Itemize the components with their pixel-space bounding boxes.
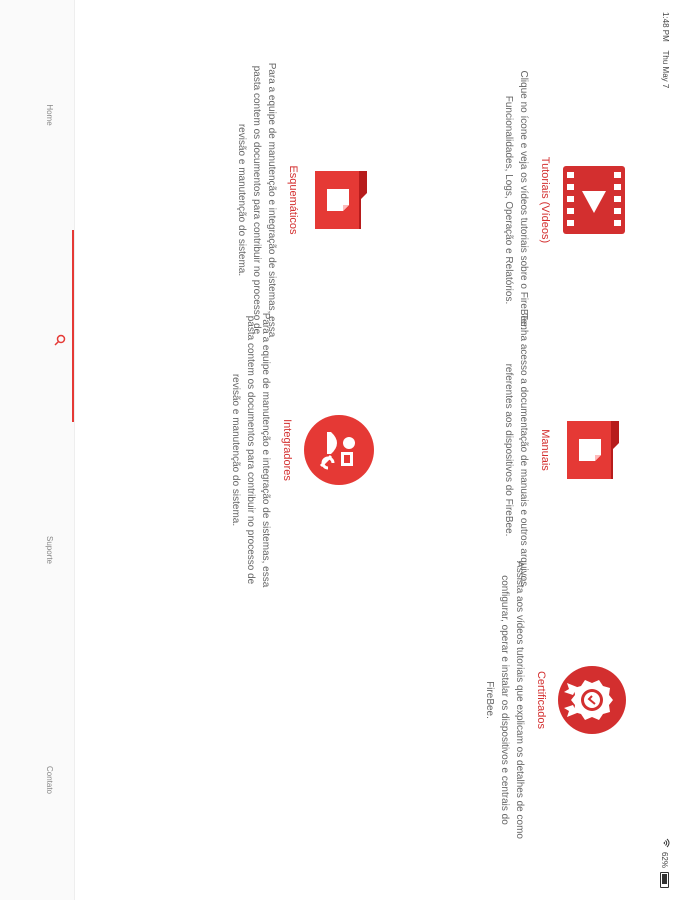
card-description: Tenha acesso a documentação de manuais e outros arquivos referentes aos dispositivos do FireBee.: [503, 313, 529, 587]
card-title: Manuais: [539, 429, 551, 471]
status-left: [661, 12, 670, 88]
certificate-icon[interactable]: [557, 665, 627, 735]
card-title: Esquemáticos: [287, 165, 299, 235]
integration-icon[interactable]: [303, 414, 375, 486]
folder-icon[interactable]: [309, 167, 375, 233]
search-icon[interactable]: [54, 334, 66, 346]
tab-home-label: Home: [45, 104, 54, 126]
battery-percent: 62%: [660, 851, 670, 868]
status-right: [660, 838, 670, 888]
card-manuais[interactable]: [501, 310, 627, 590]
tab-search[interactable]: [52, 290, 66, 390]
card-title: Integradores: [281, 419, 293, 481]
card-esquematicos[interactable]: [234, 60, 375, 340]
card-description: Para a equipe de manutenção e integração de sistemas, essa pasta contem os documentos para contribuir no processo de revisão e manutenção do sistema.: [230, 312, 271, 588]
card-tutoriais[interactable]: [501, 60, 627, 340]
card-title: Certificados: [535, 670, 547, 730]
card-title: Tutoriais (Vídeos): [539, 156, 551, 244]
wifi-icon: [660, 838, 670, 848]
card-description: Clique no ícone e veja os vídeos tutoriais sobre o FireBee: Funcionalidades, Logs, Operação e Relatórios.: [503, 70, 529, 330]
tab-home[interactable]: [45, 65, 54, 165]
status-time: 1:48 PM: [661, 12, 670, 42]
status-bar: [657, 0, 675, 900]
card-integradores[interactable]: [228, 310, 375, 590]
video-icon[interactable]: [561, 164, 627, 236]
card-certificados[interactable]: [482, 560, 627, 840]
folder-icon[interactable]: [561, 417, 627, 483]
active-tab-indicator: [72, 230, 74, 422]
tab-contato-label: Contato: [45, 765, 54, 795]
battery-icon: [661, 872, 670, 888]
tab-suporte[interactable]: [45, 500, 54, 600]
card-description: Para a equipe de manutenção e integração de sistemas, essa pasta contem os documentos para contribuir no processo de revisão e manutenção do sistema.: [236, 62, 277, 338]
card-description: Assista aos vídeos tutoriais que explicam os detalhes de como configurar, operar e instalar os dispositivos e centrais do FireBee.: [484, 561, 525, 839]
tab-suporte-label: Suporte: [45, 535, 54, 565]
status-date: Thu May 7: [661, 50, 670, 89]
tab-contato[interactable]: [45, 730, 54, 830]
tab-bar: [0, 0, 75, 900]
